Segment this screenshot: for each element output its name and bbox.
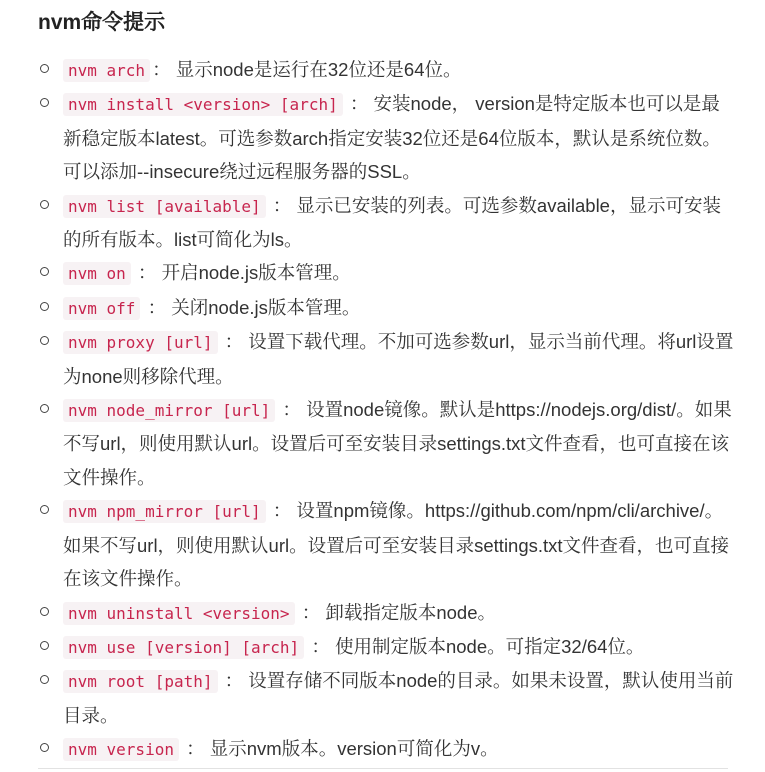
command-description: ： 设置npm镜像。https://github.com/npm/cli/archive/。如果不写url，则使用默认url。设置后可至安装目录settings.txt文件查看，也可直接在该文件操作。 [63, 500, 730, 590]
command-description: ： 关闭node.js版本管理。 [142, 296, 361, 318]
list-item [0, 732, 765, 766]
hollow-circle-bullet-icon [40, 404, 49, 413]
command-list [0, 53, 765, 767]
command-description: ： 显示nvm版本。version可简化为v。 [180, 738, 499, 760]
hollow-circle-bullet-icon [40, 98, 49, 107]
hollow-circle-bullet-icon [40, 743, 49, 752]
divider [38, 768, 728, 769]
section-heading: nvm命令提示 [38, 11, 166, 34]
hollow-circle-bullet-icon [40, 267, 49, 276]
list-item [0, 630, 765, 664]
list-item [0, 87, 765, 188]
command-code: nvm proxy [url] [63, 331, 218, 354]
command-code: nvm on [63, 262, 131, 285]
command-description: ： 设置存储不同版本node的目录。如果未设置，默认使用当前目录。 [63, 670, 734, 726]
command-code: nvm node_mirror [url] [63, 399, 275, 422]
command-description: ： 设置下载代理。不加可选参数url，显示当前代理。将url设置为none则移除代理。 [63, 331, 734, 387]
list-item [0, 325, 765, 393]
command-description: ： 开启node.js版本管理。 [132, 262, 351, 284]
command-code: nvm version [63, 738, 179, 761]
hollow-circle-bullet-icon [40, 641, 49, 650]
command-code: nvm install <version> [arch] [63, 93, 343, 116]
command-code: nvm use [version] [arch] [63, 636, 304, 659]
list-item [0, 256, 765, 290]
hollow-circle-bullet-icon [40, 336, 49, 345]
command-code: nvm npm_mirror [url] [63, 500, 266, 523]
command-code: nvm arch [63, 59, 150, 82]
command-code: nvm list [available] [63, 195, 266, 218]
command-code: nvm off [63, 297, 140, 320]
list-item [0, 189, 765, 257]
list-item [0, 664, 765, 732]
hollow-circle-bullet-icon [40, 607, 49, 616]
command-description: ： 显示已安装的列表。可选参数available，显示可安装的所有版本。list可简化为ls。 [63, 194, 721, 251]
command-description: ： 安装node， version是特定版本也可以是最新稳定版本latest。可选参数arch指定安装32位还是64位版本，默认是系统位数。可以添加--insecure绕过远程服务器的SSL。 [63, 93, 721, 183]
list-item [0, 596, 765, 630]
list-item [0, 494, 765, 595]
hollow-circle-bullet-icon [40, 675, 49, 684]
hollow-circle-bullet-icon [40, 200, 49, 209]
list-item [0, 291, 765, 325]
command-code: nvm root [path] [63, 670, 218, 693]
hollow-circle-bullet-icon [40, 302, 49, 311]
command-description: ： 显示node是运行在32位还是64位。 [152, 59, 462, 80]
list-item [0, 53, 765, 87]
list-item [0, 393, 765, 494]
command-code: nvm uninstall <version> [63, 602, 295, 625]
hollow-circle-bullet-icon [40, 64, 49, 73]
command-description: ： 设置node镜像。默认是https://nodejs.org/dist/。如果不写url，则使用默认url。设置后可至安装目录settings.txt文件查看，也可直接在该文件操作。 [63, 399, 732, 488]
command-description: ： 使用制定版本node。可指定32/64位。 [306, 635, 645, 657]
hollow-circle-bullet-icon [40, 505, 49, 514]
command-description: ： 卸载指定版本node。 [296, 601, 496, 623]
